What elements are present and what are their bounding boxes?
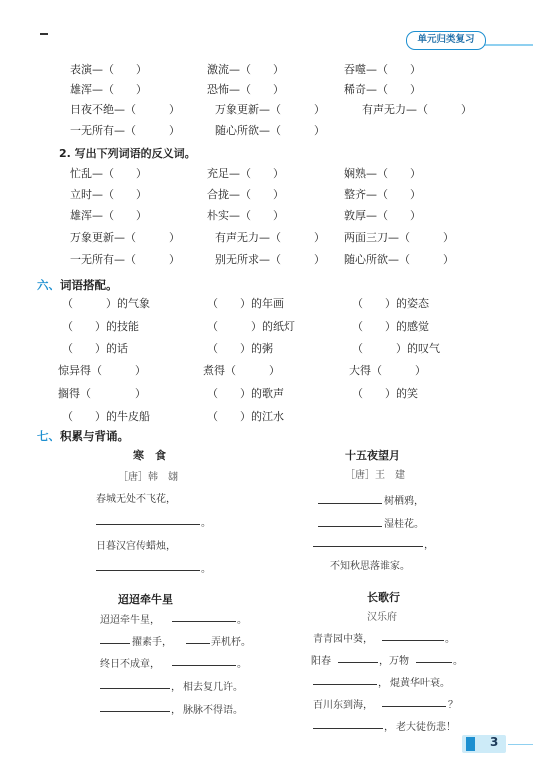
p1-item: 一无所有—（ ）	[70, 124, 180, 137]
s6-item: （ ）的歌声	[207, 387, 284, 400]
poem-line: 脉脉不得语。	[183, 705, 243, 716]
p2-item: 万象更新—（ ）	[70, 231, 180, 244]
poem-title: 迢迢牵牛星	[118, 593, 173, 606]
poem-line: 。	[237, 615, 247, 626]
answer-blank[interactable]	[100, 688, 170, 689]
s6-item: （ ）的话	[62, 342, 128, 355]
section6-number: 六、	[37, 278, 60, 292]
poem-line: 树栖鸦，	[384, 496, 424, 507]
p2-item: 立时—（ ）	[70, 188, 147, 201]
answer-blank[interactable]	[313, 728, 383, 729]
p1-item: 恐怖—（ ）	[207, 83, 284, 96]
poem-line: ，	[378, 678, 388, 689]
poem-line: ，	[171, 705, 181, 716]
poem-title: 十五夜望月	[345, 449, 400, 462]
poem-line: 老大徒伤悲！	[396, 722, 456, 733]
p2-item: 别无所求—（ ）	[215, 253, 325, 266]
poem-line: 弄机杼。	[211, 637, 251, 648]
answer-blank[interactable]	[382, 706, 446, 707]
answer-blank[interactable]	[338, 662, 378, 663]
p1-item: 表演—（ ）	[70, 63, 147, 76]
p2-item: 两面三刀—（ ）	[344, 231, 454, 244]
p2-item: 整齐—（ ）	[344, 188, 421, 201]
section7-number: 七、	[37, 429, 60, 443]
poem-line: ，	[384, 722, 394, 733]
corner-mark	[40, 33, 48, 35]
s6-item: （ ）的叹气	[352, 342, 440, 355]
poem-line: 擢素手，	[132, 637, 172, 648]
answer-blank[interactable]	[100, 711, 170, 712]
answer-blank[interactable]	[100, 643, 130, 644]
s6-item: 惊异得（ ）	[58, 364, 146, 377]
s6-item: （ ）的纸灯	[207, 320, 295, 333]
section6-title: 词语搭配。	[60, 278, 118, 292]
s6-item: （ ）的气象	[62, 297, 150, 310]
poem-line: 。	[201, 518, 211, 529]
poem-line: 相去复几许。	[183, 682, 243, 693]
poem-line: 湿桂花。	[384, 519, 424, 530]
poem-title: 寒 食	[133, 449, 166, 462]
p1-item: 雄浑—（ ）	[70, 83, 147, 96]
p1-item: 吞噬—（ ）	[344, 63, 421, 76]
p1-item: 有声无力—（ ）	[362, 103, 472, 116]
poem-author: 汉乐府	[367, 612, 397, 623]
poem-line: ，	[424, 540, 434, 551]
p2-item: 敦厚—（ ）	[344, 209, 421, 222]
answer-blank[interactable]	[96, 524, 200, 525]
p2-item: 充足—（ ）	[207, 167, 284, 180]
footer-rule	[508, 744, 533, 745]
s6-item: （ ）的技能	[62, 320, 139, 333]
poem-author: ［唐］韩 翃	[118, 472, 178, 483]
poem-line: 。	[445, 634, 455, 645]
poem-line: ？	[448, 700, 458, 711]
poem-line: 不知秋思落谁家。	[330, 561, 410, 572]
answer-blank[interactable]	[313, 546, 423, 547]
p2-item: 雄浑—（ ）	[70, 209, 147, 222]
poem-line: 迢迢牵牛星，	[100, 615, 160, 626]
p2-title: 2. 写出下列词语的反义词。	[59, 147, 196, 160]
s6-item: （ ）的江水	[207, 410, 284, 423]
poem-line: 青青园中葵，	[313, 634, 373, 645]
p1-item: 日夜不绝—（ ）	[70, 103, 180, 116]
p2-item: 一无所有—（ ）	[70, 253, 180, 266]
s6-item: （ ）的姿态	[352, 297, 429, 310]
s6-item: 大得（ ）	[349, 364, 426, 377]
section7-title: 积累与背诵。	[60, 429, 129, 443]
answer-blank[interactable]	[318, 503, 382, 504]
page-stripe	[466, 737, 475, 751]
poem-line: ，	[171, 682, 181, 693]
p2-item: 朴实—（ ）	[207, 209, 284, 222]
unit-review-badge: 单元归类复习	[406, 31, 486, 50]
poem-line: ，万物	[379, 656, 409, 667]
p1-item: 激流—（ ）	[207, 63, 284, 76]
poem-line: 焜黄华叶衰。	[390, 678, 450, 689]
poem-title: 长歌行	[367, 591, 400, 604]
poem-line: 阳春	[311, 656, 331, 667]
page-number: 3	[490, 735, 499, 749]
s6-item: （ ）的笑	[352, 387, 418, 400]
poem-line: 。	[453, 656, 463, 667]
answer-blank[interactable]	[186, 643, 210, 644]
p1-item: 随心所欲—（ ）	[215, 124, 325, 137]
s6-item: （ ）的感觉	[352, 320, 429, 333]
poem-line: 。	[201, 564, 211, 575]
p2-item: 娴熟—（ ）	[344, 167, 421, 180]
answer-blank[interactable]	[172, 665, 236, 666]
p2-item: 随心所欲—（ ）	[344, 253, 454, 266]
p2-item: 有声无力—（ ）	[215, 231, 325, 244]
poem-line: 百川东到海，	[313, 700, 373, 711]
p1-item: 万象更新—（ ）	[215, 103, 325, 116]
poem-author: ［唐］王 建	[345, 470, 405, 481]
s6-item: 煮得（ ）	[203, 364, 280, 377]
s6-item: （ ）的年画	[207, 297, 284, 310]
p2-item: 忙乱—（ ）	[70, 167, 147, 180]
answer-blank[interactable]	[172, 621, 236, 622]
poem-line: 。	[237, 659, 247, 670]
poem-line: 春城无处不飞花，	[96, 494, 176, 505]
s6-item: （ ）的粥	[207, 342, 273, 355]
answer-blank[interactable]	[313, 684, 377, 685]
answer-blank[interactable]	[96, 570, 200, 571]
answer-blank[interactable]	[382, 640, 444, 641]
poem-line: 终日不成章，	[100, 659, 160, 670]
answer-blank[interactable]	[416, 662, 452, 663]
s6-item: （ ）的牛皮船	[62, 410, 150, 423]
p2-item: 合拢—（ ）	[207, 188, 284, 201]
s6-item: 搁得（ ）	[58, 387, 146, 400]
answer-blank[interactable]	[318, 526, 382, 527]
p1-item: 稀奇—（ ）	[344, 83, 421, 96]
poem-line: 日暮汉宫传蜡烛，	[96, 541, 176, 552]
